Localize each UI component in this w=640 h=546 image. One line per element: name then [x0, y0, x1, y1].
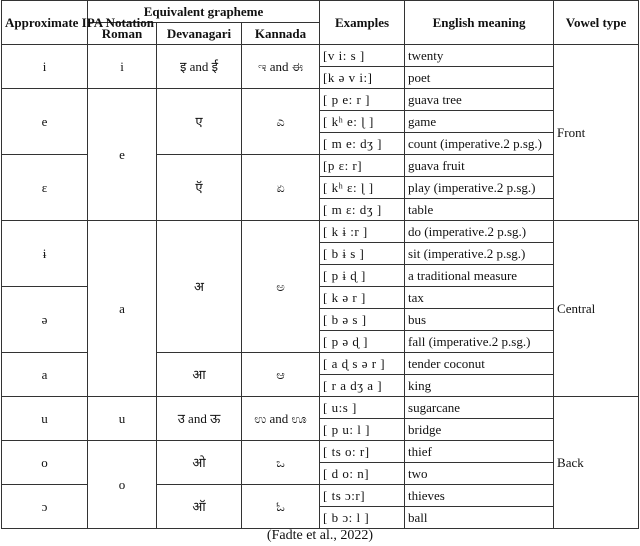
- meaning-cell: twenty: [405, 45, 554, 67]
- example-cell: [ k ɨ :r ]: [320, 221, 405, 243]
- meaning-cell: sit (imperative.2 p.sg.): [405, 243, 554, 265]
- ipa-cell: a: [2, 353, 88, 397]
- roman-cell: o: [88, 441, 157, 529]
- table-row: [2, 441, 639, 463]
- meaning-cell: thief: [405, 441, 554, 463]
- meaning-cell: two: [405, 463, 554, 485]
- header-examples: Examples: [320, 1, 405, 45]
- ipa-cell: u: [2, 397, 88, 441]
- example-cell: [ r a dʒ a ]: [320, 375, 405, 397]
- meaning-cell: king: [405, 375, 554, 397]
- example-cell: [ b ə s ]: [320, 309, 405, 331]
- table-caption: (Fadte et al., 2022): [266, 528, 374, 543]
- ipa-cell: ɔ: [2, 485, 88, 529]
- example-cell: [ u:s ]: [320, 397, 405, 419]
- vowel-table: [1, 0, 639, 529]
- kannada-cell: ಒ: [242, 441, 320, 485]
- example-cell: [ kʰ e: ɭ ]: [320, 111, 405, 133]
- ipa-cell: o: [2, 441, 88, 485]
- table-row: [2, 45, 639, 67]
- meaning-cell: bus: [405, 309, 554, 331]
- kannada-cell: ಓ: [242, 485, 320, 529]
- example-cell: [ d o: n]: [320, 463, 405, 485]
- meaning-cell: tax: [405, 287, 554, 309]
- kannada-cell: ಎ: [242, 89, 320, 155]
- header-devanagari: Devanagari: [157, 23, 242, 45]
- example-cell: [k ə v i:]: [320, 67, 405, 89]
- meaning-cell: play (imperative.2 p.sg.): [405, 177, 554, 199]
- kannada-cell: ಏ: [242, 155, 320, 221]
- meaning-cell: poet: [405, 67, 554, 89]
- kannada-cell: ಆ: [242, 353, 320, 397]
- meaning-cell: guava tree: [405, 89, 554, 111]
- ipa-cell: ɨ: [2, 221, 88, 287]
- roman-cell: i: [88, 45, 157, 89]
- devanagari-cell: ओ: [157, 441, 242, 485]
- devanagari-cell: ऍ: [157, 155, 242, 221]
- example-cell: [ ts ɔ:r]: [320, 485, 405, 507]
- vowel-type-central: Central: [554, 221, 639, 397]
- ipa-cell: ɛ: [2, 155, 88, 221]
- meaning-cell: fall (imperative.2 p.sg.): [405, 331, 554, 353]
- meaning-cell: guava fruit: [405, 155, 554, 177]
- example-cell: [ p ɨ ɖ ]: [320, 265, 405, 287]
- meaning-cell: ball: [405, 507, 554, 529]
- table-row: [2, 89, 639, 111]
- meaning-cell: bridge: [405, 419, 554, 441]
- header-vowel-type: Vowel type: [554, 1, 639, 45]
- example-cell: [v i: s ]: [320, 45, 405, 67]
- ipa-cell: i: [2, 45, 88, 89]
- kannada-cell: ಉ and ಊ: [242, 397, 320, 441]
- header-roman: Roman: [88, 23, 157, 45]
- example-cell: [ k ə r ]: [320, 287, 405, 309]
- example-cell: [ p e: r ]: [320, 89, 405, 111]
- roman-cell: a: [88, 221, 157, 397]
- devanagari-cell: अ: [157, 221, 242, 353]
- meaning-cell: thieves: [405, 485, 554, 507]
- meaning-cell: game: [405, 111, 554, 133]
- meaning-cell: count (imperative.2 p.sg.): [405, 133, 554, 155]
- example-cell: [ a ɖ s ə r ]: [320, 353, 405, 375]
- devanagari-cell: ऑ: [157, 485, 242, 529]
- meaning-cell: do (imperative.2 p.sg.): [405, 221, 554, 243]
- meaning-cell: table: [405, 199, 554, 221]
- table-row: [2, 221, 639, 243]
- vowel-type-back: Back: [554, 397, 639, 529]
- example-cell: [ kʰ ɛ: ɭ ]: [320, 177, 405, 199]
- roman-cell: e: [88, 89, 157, 221]
- example-cell: [ p ə ɖ ]: [320, 331, 405, 353]
- kannada-cell: ಅ: [242, 221, 320, 353]
- devanagari-cell: आ: [157, 353, 242, 397]
- roman-cell: u: [88, 397, 157, 441]
- example-cell: [ ts o: r]: [320, 441, 405, 463]
- devanagari-cell: ए: [157, 89, 242, 155]
- example-cell: [ b ɨ s ]: [320, 243, 405, 265]
- header-row-1: [2, 1, 639, 23]
- devanagari-cell: इ and ई: [157, 45, 242, 89]
- vowel-type-front: Front: [554, 45, 639, 221]
- header-equivalent-grapheme: Equivalent grapheme: [88, 1, 320, 23]
- example-cell: [ m ɛ: dʒ ]: [320, 199, 405, 221]
- example-cell: [ p u: l ]: [320, 419, 405, 441]
- example-cell: [ m e: dʒ ]: [320, 133, 405, 155]
- ipa-cell: e: [2, 89, 88, 155]
- meaning-cell: a traditional measure: [405, 265, 554, 287]
- devanagari-cell: उ and ऊ: [157, 397, 242, 441]
- header-english-meaning: English meaning: [405, 1, 554, 45]
- meaning-cell: tender coconut: [405, 353, 554, 375]
- example-cell: [ b ɔ: l ]: [320, 507, 405, 529]
- kannada-cell: ಇ and ಈ: [242, 45, 320, 89]
- ipa-cell: ə: [2, 287, 88, 353]
- table-row: [2, 397, 639, 419]
- header-ipa: Approximate IPA Notation: [2, 1, 88, 45]
- meaning-cell: sugarcane: [405, 397, 554, 419]
- header-kannada: Kannada: [242, 23, 320, 45]
- example-cell: [p ɛ: r]: [320, 155, 405, 177]
